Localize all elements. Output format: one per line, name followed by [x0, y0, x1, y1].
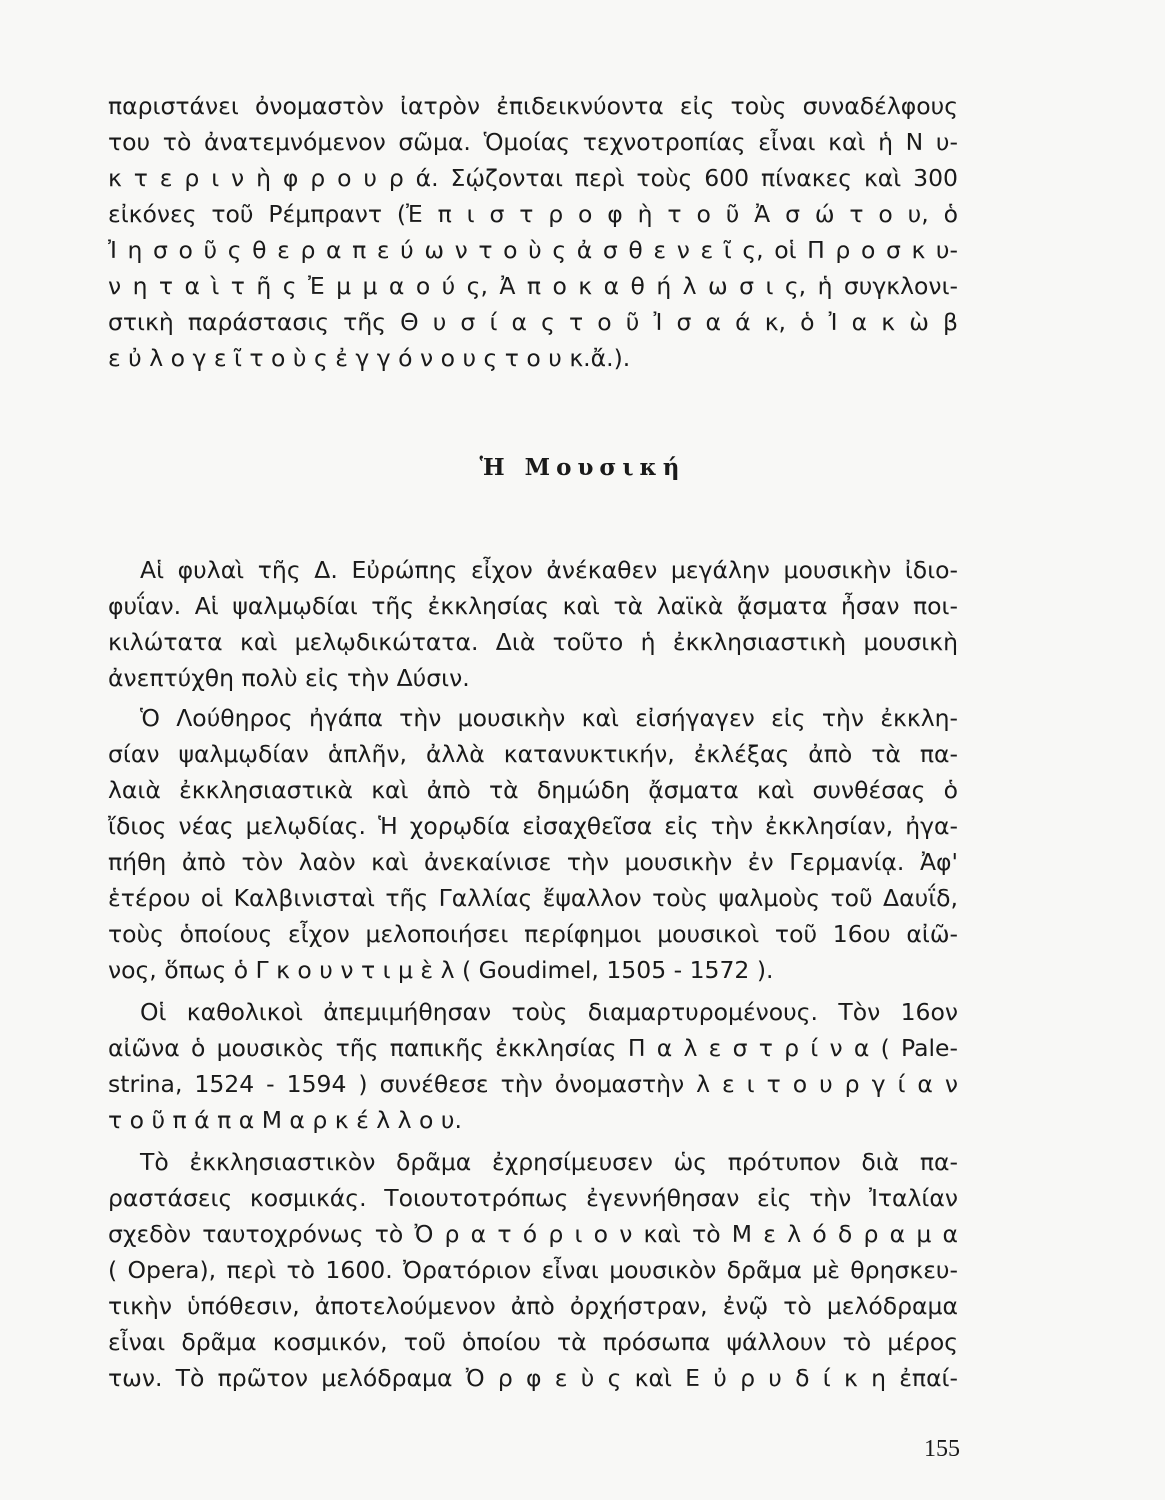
- text-line: στικὴ παράστασις τῆς Θ υ σ ί α ς τ ο ῦ Ἰ σ α ά κ, ὁ Ἰ α κ ὼ β: [108, 308, 958, 336]
- text-line: ἀνεπτύχθη πολὺ εἰς τὴν Δύσιν.: [108, 664, 470, 692]
- section-heading: Ἡ Μουσική: [479, 454, 686, 481]
- text-line: ( Opera), περὶ τὸ 1600. Ὀρατόριον εἶναι μουσικὸν δρᾶμα μὲ θρησκευ-: [108, 1256, 958, 1284]
- text-line: τικὴν ὑπόθεσιν, ἀποτελούμενον ἀπὸ ὀρχήστραν, ἐνῷ τὸ μελόδραμα: [108, 1292, 958, 1320]
- text-line: κ τ ε ρ ι ν ὴ φ ρ ο υ ρ ά. Σῴζονται περὶ τοὺς 600 πίνακες καὶ 300: [108, 164, 958, 192]
- text-line: Τὸ ἐκκλησιαστικὸν δρᾶμα ἐχρησίμευσεν ὡς πρότυπον διὰ πα-: [140, 1148, 958, 1176]
- text-line: ἴδιος νέας μελῳδίας. Ἡ χορῳδία εἰσαχθεῖσα εἰς τὴν ἐκκλησίαν, ἠγα-: [108, 812, 958, 840]
- text-line: λαιὰ ἐκκλησιαστικὰ καὶ ἀπὸ τὰ δημώδη ᾄσματα καὶ συνθέσας ὁ: [108, 776, 958, 804]
- text-line: Αἱ φυλαὶ τῆς Δ. Εὐρώπης εἶχον ἀνέκαθεν μεγάλην μουσικὴν ἰδιο-: [140, 556, 958, 584]
- text-line: του τὸ ἀνατεμνόμενον σῶμα. Ὁμοίας τεχνοτροπίας εἶναι καὶ ἡ Ν υ-: [108, 128, 958, 156]
- text-line: σχεδὸν ταυτοχρόνως τὸ Ὀ ρ α τ ό ρ ι ο ν καὶ τὸ Μ ε λ ό δ ρ α μ α: [108, 1220, 958, 1248]
- text-line: strina, 1524 - 1594 ) συνέθεσε τὴν ὀνομαστὴν λ ε ι τ ο υ ρ γ ί α ν: [108, 1070, 958, 1098]
- text-line: ε ὐ λ ο γ ε ῖ τ ο ὺ ς ἐ γ γ ό ν ο υ ς τ ο υ κ.ἄ.).: [108, 344, 631, 372]
- text-line: σίαν ψαλμῳδίαν ἁπλῆν, ἀλλὰ κατανυκτικήν, ἐκλέξας ἀπὸ τὰ πα-: [108, 740, 958, 768]
- text-line: φυΐαν. Αἱ ψαλμῳδίαι τῆς ἐκκλησίας καὶ τὰ λαϊκὰ ᾄσματα ἦσαν ποι-: [108, 592, 958, 620]
- text-line: εἰκόνες τοῦ Ρέμπραντ (Ἐ π ι σ τ ρ ο φ ὴ τ ο ῦ Ἀ σ ώ τ ο υ, ὁ: [108, 200, 958, 228]
- text-line: ἑτέρου οἱ Καλβινισταὶ τῆς Γαλλίας ἔψαλλον τοὺς ψαλμοὺς τοῦ Δαυΐδ,: [108, 884, 958, 912]
- text-line: παριστάνει ὀνομαστὸν ἰατρὸν ἐπιδεικνύοντα εἰς τοὺς συναδέλφους: [108, 92, 958, 120]
- text-line: ν η τ α ὶ τ ῆ ς Ἐ μ μ α ο ύ ς, Ἀ π ο κ α θ ή λ ω σ ι ς, ἡ συγκλονι-: [108, 272, 958, 300]
- text-line: Ἰ η σ ο ῦ ς θ ε ρ α π ε ύ ω ν τ ο ὺ ς ἀ σ θ ε ν ε ῖ ς, οἱ Π ρ ο σ κ υ-: [108, 236, 958, 264]
- text-line: των. Τὸ πρῶτον μελόδραμα Ὀ ρ φ ε ὺ ς καὶ Ε ὐ ρ υ δ ί κ η ἐπαί-: [108, 1364, 958, 1392]
- text-line: ραστάσεις κοσμικάς. Τοιουτοτρόπως ἐγεννήθησαν εἰς τὴν Ἰταλίαν: [108, 1184, 958, 1212]
- text-line: τ ο ῦ π ά π α Μ α ρ κ έ λ λ ο υ.: [108, 1106, 462, 1134]
- text-line: αἰῶνα ὁ μουσικὸς τῆς παπικῆς ἐκκλησίας Π α λ ε σ τ ρ ί ν α ( Pale-: [108, 1034, 958, 1062]
- text-line: νος, ὅπως ὁ Γ κ ο υ ν τ ι μ ὲ λ ( Goudimel, 1505 - 1572 ).: [108, 956, 774, 984]
- text-line: τοὺς ὁποίους εἶχον μελοποιήσει περίφημοι μουσικοὶ τοῦ 16ου αἰῶ-: [108, 920, 958, 948]
- text-line: κιλώτατα καὶ μελῳδικώτατα. Διὰ τοῦτο ἡ ἐκκλησιαστικὴ μουσικὴ: [108, 628, 958, 656]
- text-line: πήθη ἀπὸ τὸν λαὸν καὶ ἀνεκαίνισε τὴν μουσικὴν ἐν Γερμανίᾳ. Ἀφ': [108, 848, 958, 876]
- text-line: Ὁ Λούθηρος ἠγάπα τὴν μουσικὴν καὶ εἰσήγαγεν εἰς τὴν ἐκκλη-: [140, 704, 958, 732]
- page-number: 155: [924, 1436, 960, 1462]
- text-line: εἶναι δρᾶμα κοσμικόν, τοῦ ὁποίου τὰ πρόσωπα ψάλλουν τὸ μέρος: [108, 1328, 958, 1356]
- text-line: Οἱ καθολικοὶ ἀπεμιμήθησαν τοὺς διαμαρτυρομένους. Τὸν 16ον: [140, 998, 958, 1026]
